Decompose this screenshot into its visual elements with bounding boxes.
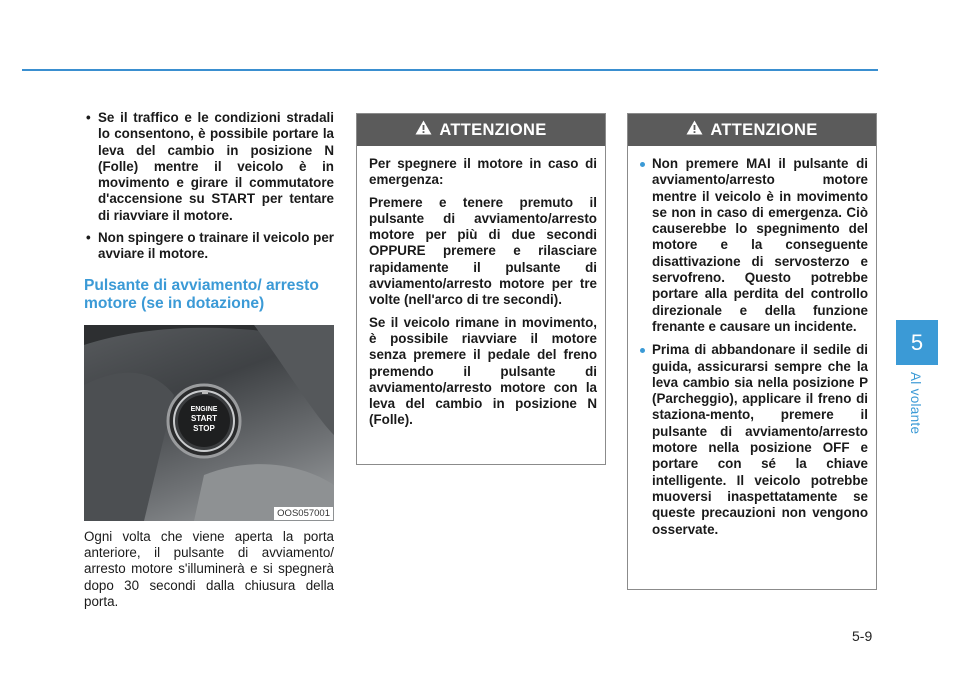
warning-header — [357, 114, 605, 146]
bullet-list — [84, 110, 334, 263]
engine-start-button-photo — [84, 325, 334, 521]
warning-triangle-icon — [415, 120, 432, 140]
chapter-label: Al volante — [908, 372, 923, 435]
warning-body — [628, 146, 876, 538]
warning-list-item: Non premere MAI il pulsante di avviamento/arresto motore mentre il veicolo è in movimento se non in caso di emergenza. Ciò causerebbe lo spegnimento del motore e la conseguente disattivazione di servosterzo e servofreno. Questo potrebbe portare alla perdita del controllo direzionale e della funzione frenante e causare un incidente. — [640, 156, 868, 335]
warning-box-right — [627, 113, 877, 590]
bullet-item: • Non spingere o trainare il veicolo per avviare il motore. — [86, 230, 334, 262]
chapter-tab: 5 — [896, 320, 938, 365]
bullet-dot: • — [86, 230, 91, 246]
button-text-stop: STOP — [193, 423, 215, 433]
warning-title: ATTENZIONE — [710, 120, 818, 139]
top-rule — [22, 69, 878, 71]
warning-header — [628, 114, 876, 146]
warning-body — [357, 146, 605, 429]
warning-list-item: Prima di abbandonare il sedile di guida, assicurarsi sempre che la leva cambio sia nella posizione P (Parcheggio), applicare il freno di staziona-mento, premere il pulsante di avviamento/arresto motore nella posizione OFF e portare con sé la chiave intelligente. Il veicolo potrebbe muoversi inaspettatamente se queste precauzioni non vengono osservate. — [640, 342, 868, 538]
photo-illustration — [84, 325, 334, 521]
section-heading: Pulsante di avviamento/ arresto motore (se in dotazione) — [84, 276, 319, 312]
warning-paragraph: Se il veicolo rimane in movimento, è possibile riavviare il motore senza premere il pedale del freno premendo il pulsante di avviamento/arresto motore con la leva del cambio in posizione N (Folle). — [369, 314, 597, 428]
page-number: 5-9 — [852, 628, 873, 644]
photo-code: OOS057001 — [274, 507, 333, 520]
warning-list — [640, 156, 868, 538]
warning-triangle-icon — [686, 120, 703, 140]
bullet-dot — [640, 162, 645, 167]
warning-title: ATTENZIONE — [439, 120, 547, 139]
left-column — [84, 110, 334, 610]
bullet-dot: • — [86, 110, 91, 125]
warning-box-middle — [356, 113, 606, 465]
bullet-item: • Se il traffico e le condizioni stradali lo consentono, è possibile portare la leva del cambio in posizione N (Folle) mentre il veicolo è in movimento e girare il commutatore d'accensione su START per tentare di riavviare il motore. — [86, 110, 334, 223]
warning-paragraph: Premere e tenere premuto il pulsante di avviamento/arresto motore per più di due secondi OPPURE premere e rilasciare rapidamente il pulsante di avviamento/arresto motore per tre volte (nell'arco di tre secondi). — [369, 194, 597, 308]
button-text-engine: ENGINE — [190, 405, 218, 413]
warning-paragraph: Per spegnere il motore in caso di emergenza: — [369, 156, 597, 188]
bullet-dot — [640, 348, 645, 353]
body-paragraph: Ogni volta che viene aperta la porta anteriore, il pulsante di avviamento/ arresto motore s'illuminerà e si spegnerà dopo 30 secondi dalla chiusura della porta. — [84, 528, 334, 609]
button-text-start: START — [190, 413, 218, 423]
